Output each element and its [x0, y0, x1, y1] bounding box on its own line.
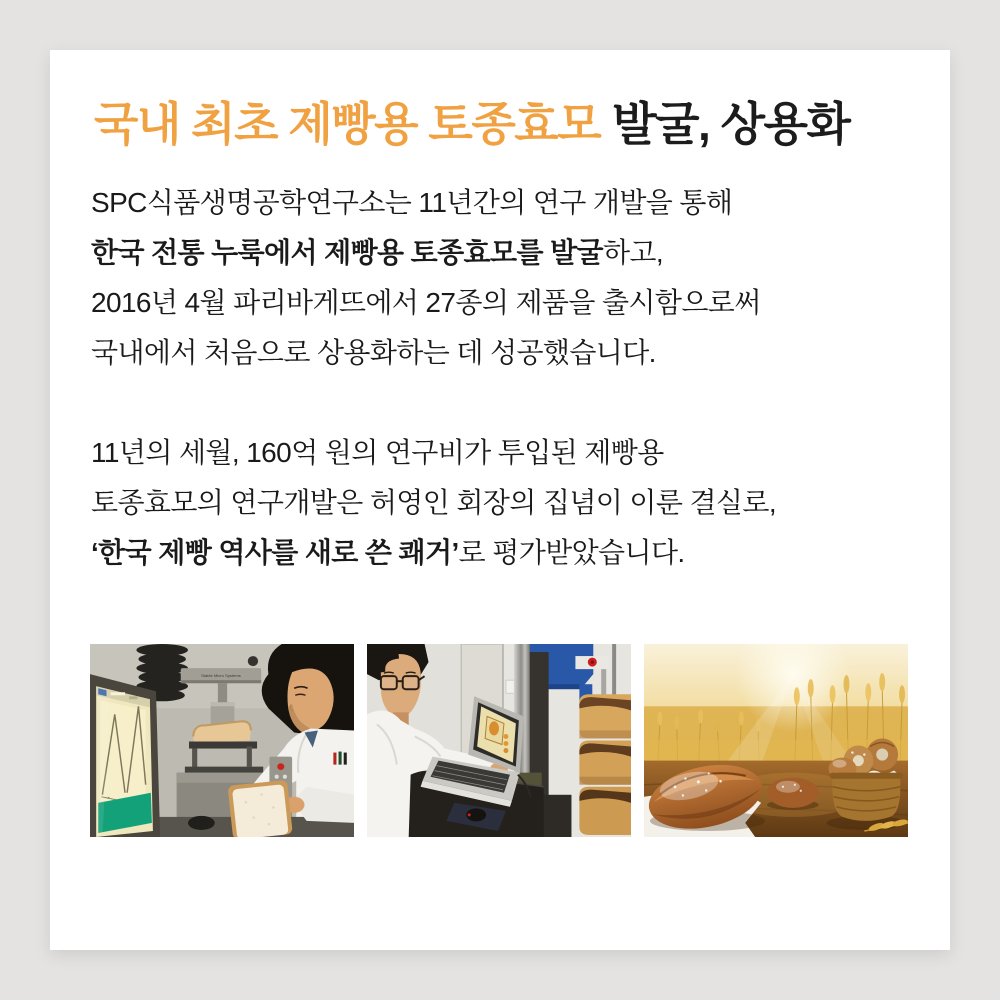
machine-brand-label: Stable Micro Systems [201, 673, 241, 679]
p1-line2-bold: 한국 전통 누룩에서 제빵용 토종효모를 발굴 [91, 237, 603, 268]
photo-texture-analyzer [90, 644, 354, 837]
bread-wheat-illustration [644, 644, 908, 837]
paragraph-result [91, 428, 776, 578]
computer-mouse [188, 816, 215, 830]
title-highlight: 국내 최초 제빵용 토종효모 [94, 98, 601, 150]
p1-line4: 국내에서 처음으로 상용화하는 데 성공했습니다. [91, 337, 656, 368]
p2-line3-bold: ‘한국 제빵 역사를 새로 쓴 쾌거’ [91, 537, 459, 568]
small-loaf [767, 778, 819, 810]
photo-laptop-researcher [367, 644, 631, 837]
p2-line3-rest: 로 평가받았습니다. [458, 537, 685, 568]
page-title [94, 88, 849, 154]
monitor-with-graph [90, 674, 160, 837]
photo-row [90, 644, 908, 837]
p2-line2: 토종효모의 연구개발은 허영인 회장의 집념이 이룬 결실로, [91, 487, 777, 518]
content-card [50, 50, 950, 950]
p1-line2-rest: 하고, [602, 237, 664, 268]
p1-line3: 2016년 4월 파리바게뜨에서 27종의 제품을 출시함으로써 [91, 287, 761, 318]
texture-analyzer-illustration [90, 644, 354, 837]
title-rest: 발굴, 상용화 [612, 98, 850, 150]
p2-line1: 11년의 세월, 160억 원의 연구비가 투입된 제빵용 [91, 437, 664, 468]
p1-line1: SPC식품생명공학연구소는 11년간의 연구 개발을 통해 [91, 187, 733, 218]
paragraph-intro [91, 178, 761, 378]
laptop-lab-illustration [367, 644, 631, 837]
photo-bread-wheat-field [644, 644, 908, 837]
